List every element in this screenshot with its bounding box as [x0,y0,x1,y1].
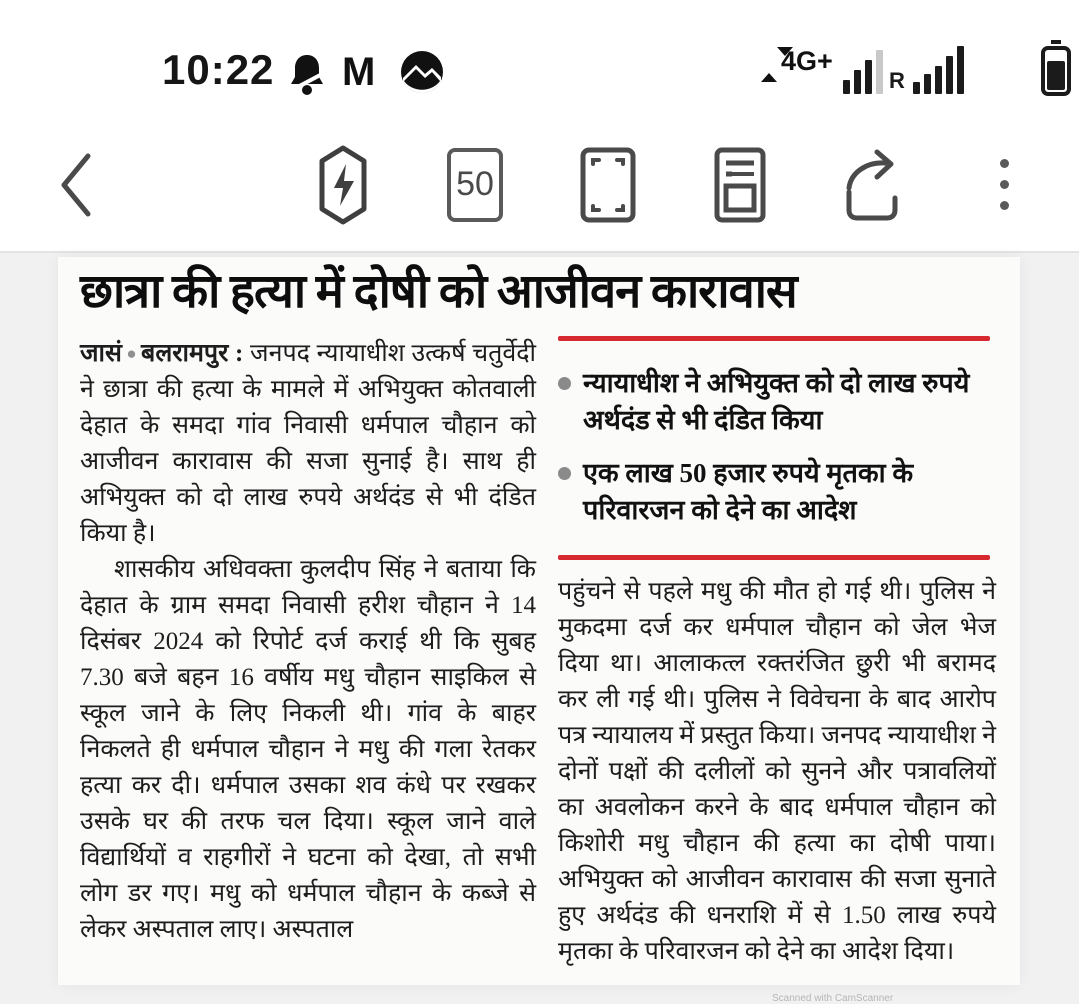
roaming-label: R [889,68,905,93]
body-paragraph-right: पहुंचने से पहले मधु की मौत हो गई थी। पुलिस ने मुकदमा दर्ज कर धर्मपाल चौहान को जेल भेज दिया था। आलाकत्ल रक्तरंजित छुरी भी बरामद कर ली गई थी। पुलिस ने विवेचना के बाद आरोप पत्र न्यायालय में प्रस्तुत किया। जनपद न्यायाधीश ने दोनों पक्षों की दलीलों को सुनने और पत्रावलियों का अवलोकन करने के बाद धर्मपाल चौहान को किशोरी मधु चौहान की हत्या का दोषी पाया। अभियुक्त को आजीवन कारावास की सजा सुनाते हुए अर्थदंड की धनराशि में से 1.50 लाख रुपये मृतका के परिवारजन को देने का आदेश दिया। [558,578,997,966]
share-button[interactable] [834,118,914,251]
highlight-text: एक लाख 50 हजार रुपये मृतका के परिवारजन को देने का आदेश [583,458,914,526]
flash-enhance-button[interactable] [303,118,383,251]
signal-strength-icon-sim1 [843,50,883,94]
article-headline: छात्रा की हत्या में दोषी को आजीवन कारावास [80,266,797,318]
toolbar [0,118,1079,251]
dateline-agency: जासं [80,340,122,368]
dateline-separator: : [228,340,251,368]
highlight-rule-bottom [558,555,990,560]
dateline-city: बलरामपुर [141,340,229,368]
scan-viewport[interactable] [0,253,1079,1004]
m-app-icon: M [342,50,376,94]
data-activity-icon [761,56,777,74]
document-view-button[interactable] [702,118,778,251]
dateline-bullet-icon: ● [125,344,138,364]
highlight-item [558,365,996,439]
chevron-left-icon [56,152,96,218]
bullet-icon [558,467,571,480]
highlight-text: न्यायाधीश ने अभियुक्त को दो लाख रुपये अर्थदंड से भी दंडित किया [583,368,970,436]
camscanner-watermark: Scanned with CamScanner [772,993,894,1004]
back-button[interactable] [40,118,112,251]
page-count-badge: 50 [447,148,503,222]
more-menu-button[interactable] [972,118,1036,251]
crop-frame-icon [579,146,637,224]
article-left-column [80,336,536,970]
lead-text: जनपद न्यायाधीश उत्कर्ष चतुर्वेदी ने छात्रा की हत्या के मामले में अभियुक्त कोतवाली देहात के समदा गांव निवासी धर्मपाल चौहान को आजीवन कारावास की सजा सुनाई है। साथ ही अभियुक्त को दो लाख रुपये अर्थदंड से भी दंडित किया है। [80,340,536,548]
crop-button[interactable] [570,118,646,251]
newspaper-clipping [58,257,1020,985]
document-layout-icon [713,146,767,224]
clock: 10:22 [162,46,275,93]
photos-icon [398,48,446,96]
battery-icon [1041,46,1071,96]
kebab-menu-icon [1000,159,1009,210]
network-type-label: 4G+ [781,46,833,76]
lead-paragraph [80,336,536,552]
status-bar [0,0,1079,118]
signal-strength-icon-sim2 [913,46,964,94]
share-arrow-icon [841,148,907,222]
muted-bell-icon [286,52,328,98]
bullet-icon [558,377,571,390]
hexagon-lightning-icon [312,144,374,226]
body-paragraph-2: शासकीय अधिवक्ता कुलदीप सिंह ने बताया कि देहात के ग्राम समदा निवासी हरीश चौहान ने 14 दिसंबर 2024 को रिपोर्ट दर्ज कराई थी कि सुबह 7.30 बजे बहन 16 वर्षीय मधु चौहान साइकिल से स्कूल जाने के लिए निकली थी। गांव के बाहर निकलते ही धर्मपाल चौहान ने मधु की गला रेतकर हत्या कर दी। धर्मपाल उसका शव कंधे पर रखकर उसके घर की तरफ चल दिया। स्कूल जाने वाले विद्यार्थियों व राहगीरों ने घटना को देखा, तो सभी लोग डर गए। मधु को धर्मपाल चौहान के कब्जे से लेकर अस्पताल लाए। अस्पताल [80,556,536,944]
article-right-column [558,336,996,970]
highlight-item [558,455,996,529]
highlight-box [558,341,996,555]
page-counter-button[interactable] [437,118,513,251]
